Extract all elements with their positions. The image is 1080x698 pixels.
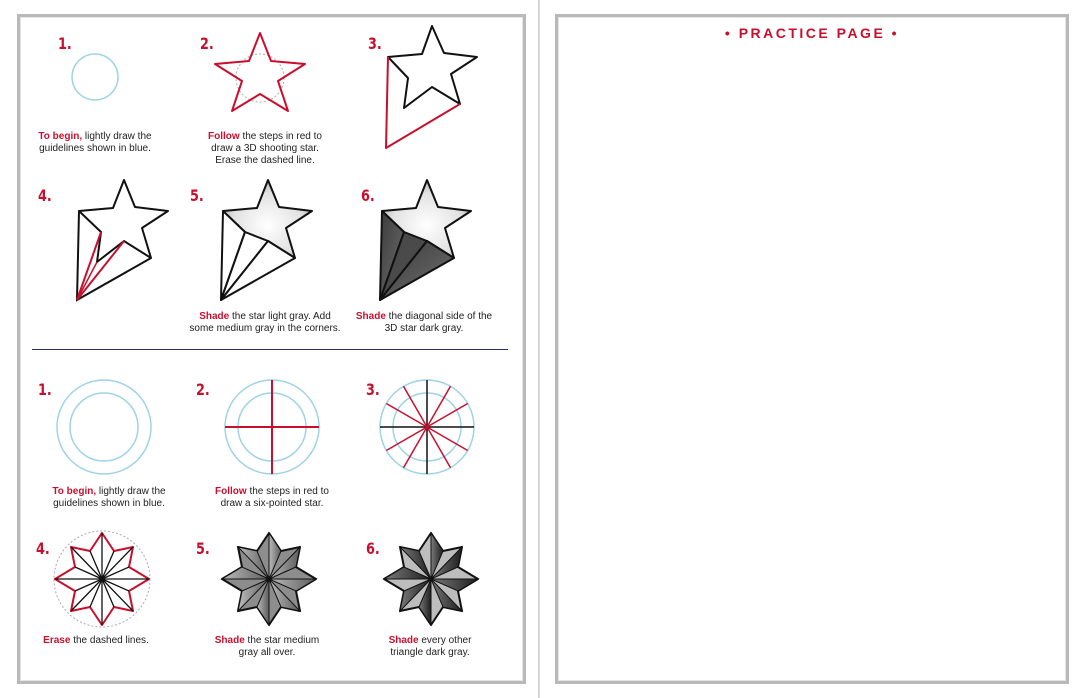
caption-highlight: To begin, [38, 131, 83, 142]
caption-text: lightly draw the [96, 486, 166, 497]
caption-text-line3: Erase the dashed line. [215, 155, 315, 166]
caption-text: the star medium [244, 635, 320, 646]
caption-highlight: To begin, [52, 486, 97, 497]
caption-highlight: Shade [214, 635, 245, 646]
caption-text: lightly draw the [82, 131, 152, 142]
shooting-step-6-number: 6. [361, 186, 375, 205]
caption-text-line2: guidelines shown in blue. [39, 143, 151, 154]
shooting-step-3-number: 3. [368, 34, 382, 53]
caption-highlight: Follow [208, 131, 240, 142]
shooting-step-2-drawing [215, 33, 305, 111]
shooting-step-2-number: 2. [200, 34, 214, 53]
caption-highlight: Shade [199, 311, 230, 322]
sixpoint-step-1-number: 1. [38, 380, 52, 399]
shooting-step-3-drawing [386, 26, 477, 148]
caption-highlight: Shade [388, 635, 419, 646]
sixpoint-step-3-drawing [380, 380, 474, 474]
shooting-step-5-number: 5. [190, 186, 204, 205]
sixpoint-step-1-drawing [57, 380, 151, 474]
caption-text: every other [418, 635, 472, 646]
caption-highlight: Shade [355, 311, 386, 322]
caption-text-line2: draw a six-pointed star. [220, 498, 324, 509]
sixpoint-step-2-drawing [225, 380, 319, 474]
caption-text: the dashed lines. [70, 635, 149, 646]
caption-text: the diagonal side of the [385, 311, 493, 322]
sixpoint-step-4-drawing [54, 531, 150, 627]
caption-text-line2: 3D star dark gray. [384, 323, 464, 334]
caption-text-line2: guidelines shown in blue. [53, 498, 165, 509]
sixpoint-step-6-drawing [384, 533, 478, 625]
caption-text-line2: some medium gray in the corners. [189, 323, 341, 334]
caption-text-line2: draw a 3D shooting star. [211, 143, 319, 154]
shooting-step-1-drawing [72, 54, 118, 100]
practice-page-title: • PRACTICE PAGE • [724, 25, 900, 41]
sixpoint-step-3-number: 3. [366, 380, 380, 399]
caption-text: the steps in red to [246, 486, 329, 497]
shooting-step-4-number: 4. [38, 186, 52, 205]
caption-text: the steps in red to [239, 131, 322, 142]
sixpoint-step-5-drawing [222, 533, 316, 625]
shooting-step-4-drawing [77, 180, 168, 300]
caption-highlight: Follow [215, 486, 247, 497]
sixpoint-step-6-number: 6. [366, 539, 380, 558]
sixpoint-step-2-number: 2. [196, 380, 210, 399]
shooting-step-1-number: 1. [58, 34, 72, 53]
sixpoint-step-4-number: 4. [36, 539, 50, 558]
caption-text-line2: gray all over. [238, 647, 296, 658]
caption-highlight: Erase [43, 635, 71, 646]
shooting-step-6-drawing [380, 180, 471, 300]
shooting-step-5-drawing [221, 180, 312, 300]
caption-text: the star light gray. Add [229, 311, 331, 322]
caption-text-line2: triangle dark gray. [390, 647, 470, 658]
sixpoint-step-5-number: 5. [196, 539, 210, 558]
